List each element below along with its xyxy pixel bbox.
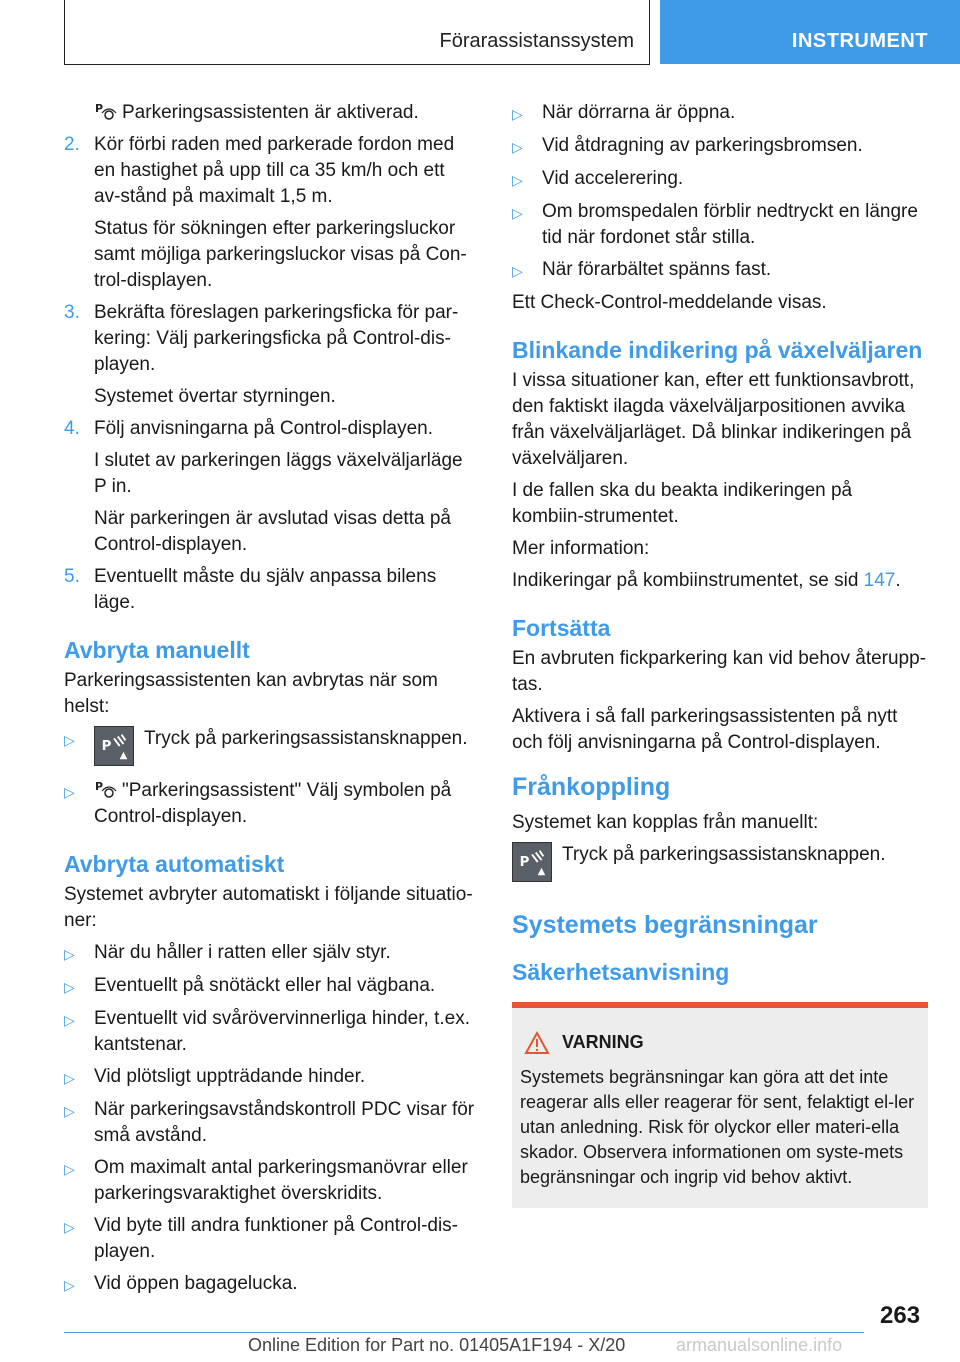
warning-title: VARNING [562,1032,644,1052]
list-item-text: Vid byte till andra funktioner på Control-dis-playen. [94,1215,459,1262]
cancel-auto-intro: Systemet avbryter automatiskt i följande situatio-ner: [64,884,473,931]
list-item-text: Om maximalt antal parkeringsmanövrar eller parkeringsvaraktighet överskridits. [94,1157,468,1204]
paragraph: Systemet kan kopplas från manuellt: [512,812,819,833]
cross-reference-text: Indikeringar på kombiinstrumentet, se sid [512,570,864,591]
header-bottom-rule [64,64,650,65]
step-number: 2. [64,134,80,155]
heading-cancel-manual: Avbryta manuellt [64,637,250,663]
list-item-text: Vid åtdragning av parkeringsbromsen. [542,135,863,156]
list-item [512,100,928,127]
bullet-triangle-icon: ▷ [512,172,523,188]
list-item-text: När parkeringsavståndskontroll PDC visar för små avstånd. [94,1099,475,1146]
right-column [512,100,928,1208]
step-note: När parkeringen är avslutad visas detta på Control-displayen. [94,508,451,555]
parking-assist-button-icon [94,726,134,766]
parking-assistant-icon [94,779,118,799]
bullet-triangle-icon: ▷ [64,784,75,800]
list-item-text: När dörrarna är öppna. [542,102,736,123]
footer-rule [64,1332,864,1333]
bullet-triangle-icon: ▷ [64,979,75,995]
cross-reference [512,568,928,594]
cancel-manual-intro: Parkeringsassistenten kan avbrytas när som helst: [64,670,438,717]
heading-cancel-auto: Avbryta automatiskt [64,851,285,877]
list-item [64,973,476,1000]
step-4 [64,416,476,442]
list-item [512,199,928,251]
step-text: Följ anvisningarna på Control-displayen. [94,418,434,439]
step-number: 3. [64,302,80,323]
parking-assist-button-icon [512,842,552,882]
list-item [64,1064,476,1091]
warning-text: Systemets begränsningar kan göra att det inte reagerar alls eller reagerar för sent, felaktigt el-ler utan anledning. Risk för olyckor eller materi-ella skador. Observera informationen om syste-mets begränsningar och ingrip vid behov aktivt. [520,1067,915,1187]
page-link[interactable]: 147 [863,570,896,591]
step-number: 5. [64,566,80,587]
list-item-text: Eventuellt på snötäckt eller hal vägbana. [94,975,436,996]
chapter-title: Förarassistanssystem [439,30,634,52]
intro-line [64,100,476,126]
step-text: Bekräfta föreslagen parkeringsficka för par-kering: Välj parkeringsficka på Control-dis-playen. [94,302,459,375]
switch-off-instruction [512,842,928,882]
intro-text: Parkeringsassistenten är aktiverad. [122,102,419,123]
list-item-text: Vid öppen bagagelucka. [94,1273,298,1294]
bullet-triangle-icon: ▷ [64,1277,75,1293]
heading-safety-note: Säkerhetsanvisning [512,959,730,985]
paragraph: Aktivera i så fall parkeringsassistenten på nytt och följ anvisningarna på Control-displayen. [512,706,898,753]
list-item-text: Tryck på parkeringsassistansknappen. [144,728,468,749]
page-number: 263 [880,1302,921,1329]
list-item [64,726,476,772]
list-item-text: Vid plötsligt uppträdande hinder. [94,1066,366,1087]
list-item [64,1097,476,1149]
list-item [512,133,928,160]
step-number: 4. [64,418,80,439]
list-item-text: Om bromspedalen förblir nedtryckt en längre tid när fordonet står stilla. [542,201,918,248]
svg-text:P: P [95,780,104,793]
step-note: Systemet övertar styrningen. [94,386,336,407]
step-3 [64,300,476,378]
list-item [64,1271,476,1298]
bullet-triangle-icon: ▷ [512,205,523,221]
warning-box [512,1002,928,1208]
list-item [512,257,928,284]
watermark: armanualsonline.info [676,1335,843,1355]
step-text: Eventuellt måste du själv anpassa bilens läge. [94,566,437,613]
parking-assistant-icon [94,101,118,121]
heading-continue: Fortsätta [512,615,611,641]
list-item-text: Eventuellt vid svårövervinnerliga hinder, t.ex. kantstenar. [94,1008,470,1055]
cross-reference-end: . [895,570,901,591]
list-item-text: Vid accelerering. [542,168,684,189]
list-item-text: När förarbältet spänns fast. [542,259,772,280]
paragraph: En avbruten fickparkering kan vid behov återupp-tas. [512,648,927,695]
left-column [64,100,476,1304]
list-item [64,778,476,830]
list-item [64,940,476,967]
edition-note: Online Edition for Part no. 01405A1F194 - X/20 [248,1335,626,1355]
heading-system-limits: Systemets begränsningar [512,911,818,939]
bullet-triangle-icon: ▷ [64,732,75,748]
list-item [512,166,928,193]
list-item [64,1155,476,1207]
step-note: I slutet av parkeringen läggs växelväljarläge P in. [94,450,463,497]
step-text: Kör förbi raden med parkerade fordon med en hastighet på upp till ca 35 km/h och ett av-stånd på maximalt 1,5 m. [94,134,455,207]
step-5 [64,564,476,616]
check-control-note: Ett Check-Control-meddelande visas. [512,292,827,313]
list-item-text: "Parkeringsassistent" Välj symbolen på Control-displayen. [94,780,452,827]
paragraph: Mer information: [512,538,650,559]
bullet-triangle-icon: ▷ [64,1012,75,1028]
header-separator [649,0,650,64]
bullet-triangle-icon: ▷ [64,946,75,962]
paragraph: I vissa situationer kan, efter ett funktionsavbrott, den faktiskt ilagda växelväljarpositionen avvika från växelväljarläget. Då blinkar indikeringen på växelväljaren. [512,370,915,469]
bullet-triangle-icon: ▷ [512,263,523,279]
heading-switch-off: Frånkoppling [512,773,671,801]
bullet-triangle-icon: ▷ [64,1161,75,1177]
svg-text:P: P [519,854,530,870]
bullet-triangle-icon: ▷ [512,139,523,155]
paragraph: I de fallen ska du beakta indikeringen på kombiin-strumentet. [512,480,853,527]
list-item [64,1006,476,1058]
bullet-triangle-icon: ▷ [64,1070,75,1086]
list-item-text: När du håller i ratten eller själv styr. [94,942,391,963]
bullet-triangle-icon: ▷ [64,1219,75,1235]
warning-triangle-icon [524,1031,550,1055]
bullet-triangle-icon: ▷ [512,106,523,122]
bullet-triangle-icon: ▷ [64,1103,75,1119]
step-2 [64,132,476,210]
list-item [64,1213,476,1265]
instruction-text: Tryck på parkeringsassistansknappen. [562,844,886,865]
step-note: Status för sökningen efter parkeringsluckor samt möjliga parkeringsluckor visas på Con-trol-displayen. [94,218,467,291]
section-tab[interactable]: INSTRUMENT [660,0,960,64]
svg-text:P: P [101,738,112,754]
heading-blinking-indicator: Blinkande indikering på växelväljaren [512,337,923,363]
svg-text:P: P [95,102,104,115]
